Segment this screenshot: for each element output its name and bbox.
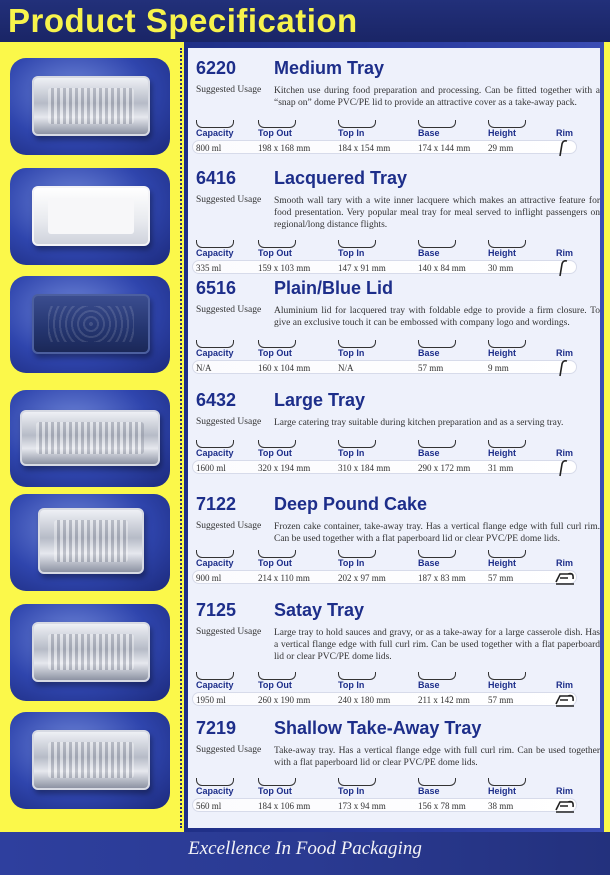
spec-value: 202 x 97 mm (338, 573, 386, 583)
suggested-usage-label: Suggested Usage (196, 627, 262, 637)
spec-value: 335 ml (196, 263, 222, 273)
spec-base (418, 340, 488, 374)
rim-label: Rim (556, 128, 574, 138)
spec-capacity (196, 120, 266, 154)
product-code: 6432 (196, 390, 237, 410)
suggested-usage-text: Aluminium lid for lacquered tray with foldable edge to provide a firm closure. To give an exclusive touch it can be embossed with company logo and wordings. (274, 306, 600, 328)
spec-top-in (338, 340, 408, 374)
spec-base (418, 672, 488, 706)
spec-row (196, 340, 596, 374)
top-out-diagram-icon (258, 340, 296, 348)
product-code: 7122 (196, 494, 237, 514)
height-diagram-icon (488, 550, 526, 558)
spec-capacity (196, 778, 266, 812)
spec-value: N/A (196, 363, 212, 373)
spec-row (196, 120, 596, 154)
spec-height (488, 440, 558, 474)
flat-rim-icon (554, 138, 576, 158)
curl-rim-icon (554, 796, 576, 816)
suggested-usage-text: Smooth wall tary with a wite inner lacquere which makes an attractive feature for food presentation. Very popular meal tray for meal served to inflight passengers on regional/long distance flights. (274, 196, 600, 230)
spec-label: Base (418, 248, 440, 258)
spec-label: Height (488, 680, 516, 690)
height-diagram-icon (488, 672, 526, 680)
page-title: Product Specification (8, 2, 358, 39)
base-diagram-icon (418, 550, 456, 558)
height-diagram-icon (488, 440, 526, 448)
height-diagram-icon (488, 340, 526, 348)
suggested-usage-text: Large tray to hold sauces and gravy, or as a take-away for a large casserole dish. Has a vertical flange edge with full curl rim. Can be used together with a flat paperboard lid or clear PVC/PE dome lids. (274, 628, 600, 662)
spec-value: 174 x 144 mm (418, 143, 471, 153)
spec-label: Capacity (196, 248, 234, 258)
spec-top-out (258, 340, 328, 374)
spec-base (418, 120, 488, 154)
base-diagram-icon (418, 440, 456, 448)
spec-top-in (338, 440, 408, 474)
product-name: Shallow Take-Away Tray (274, 718, 482, 738)
spec-label: Capacity (196, 128, 234, 138)
spec-value: 57 mm (488, 695, 514, 705)
rim-label: Rim (556, 786, 574, 796)
capacity-diagram-icon (196, 240, 234, 248)
spec-label: Base (418, 680, 440, 690)
spec-row (196, 240, 596, 274)
spec-top-in (338, 550, 408, 584)
spec-label: Height (488, 558, 516, 568)
tray-image (32, 186, 150, 246)
spec-capacity (196, 672, 266, 706)
base-diagram-icon (418, 778, 456, 786)
spec-label: Top In (338, 448, 365, 458)
spec-top-in (338, 778, 408, 812)
capacity-diagram-icon (196, 440, 234, 448)
spec-value: 211 x 142 mm (418, 695, 470, 705)
tray-image (32, 622, 150, 682)
spec-height (488, 550, 558, 584)
top-out-diagram-icon (258, 778, 296, 786)
capacity-diagram-icon (196, 550, 234, 558)
capacity-diagram-icon (196, 672, 234, 680)
spec-value: 57 mm (418, 363, 444, 373)
suggested-usage-text: Large catering tray suitable during kitchen preparation and as a serving tray. (274, 418, 564, 428)
top-in-diagram-icon (338, 340, 376, 348)
product-name: Deep Pound Cake (274, 494, 428, 514)
spec-value: 1950 ml (196, 695, 226, 705)
spec-value: 9 mm (488, 363, 509, 373)
tray-image (32, 294, 150, 354)
spec-top-in (338, 120, 408, 154)
top-out-diagram-icon (258, 240, 296, 248)
curl-rim-icon (554, 690, 576, 710)
suggested-usage-label: Suggested Usage (196, 195, 262, 205)
spec-capacity (196, 240, 266, 274)
product-name: Satay Tray (274, 600, 365, 620)
rim-label: Rim (556, 248, 574, 258)
tray-image (20, 410, 160, 466)
height-diagram-icon (488, 240, 526, 248)
spec-label: Height (488, 248, 516, 258)
spec-top-out (258, 778, 328, 812)
spec-label: Base (418, 558, 440, 568)
spec-label: Base (418, 448, 440, 458)
spec-value: 31 mm (488, 463, 514, 473)
spec-value: 198 x 168 mm (258, 143, 311, 153)
spec-value: 160 x 104 mm (258, 363, 311, 373)
spec-label: Height (488, 786, 516, 796)
product-name: Lacquered Tray (274, 168, 408, 188)
rim-label: Rim (556, 558, 574, 568)
product-name: Plain/Blue Lid (274, 278, 394, 298)
spec-label: Top In (338, 680, 365, 690)
spec-value: 187 x 83 mm (418, 573, 466, 583)
product-name: Large Tray (274, 390, 366, 410)
rim-label: Rim (556, 348, 574, 358)
spec-value: 900 ml (196, 573, 222, 583)
spec-top-out (258, 672, 328, 706)
spec-top-out (258, 440, 328, 474)
spec-top-out (258, 550, 328, 584)
product-code: 6516 (196, 278, 237, 298)
product-photo (10, 390, 170, 487)
product-photo (10, 494, 170, 591)
spec-value: 184 x 154 mm (338, 143, 391, 153)
spec-value: 57 mm (488, 573, 514, 583)
base-diagram-icon (418, 240, 456, 248)
spec-label: Top In (338, 128, 365, 138)
spec-value: 159 x 103 mm (258, 263, 311, 273)
product-code: 6220 (196, 58, 237, 78)
spec-value: 38 mm (488, 801, 514, 811)
capacity-diagram-icon (196, 120, 234, 128)
spec-label: Height (488, 348, 516, 358)
spec-height (488, 340, 558, 374)
spec-base (418, 440, 488, 474)
spec-label: Capacity (196, 680, 234, 690)
spec-base (418, 778, 488, 812)
top-out-diagram-icon (258, 120, 296, 128)
suggested-usage-text: Kitchen use during food preparation and processing. Can be fitted together with a “snap on” dome PVC/PE lid to provide an attractive cover as a take-away pack. (274, 86, 600, 108)
height-diagram-icon (488, 120, 526, 128)
tray-image (32, 730, 150, 790)
spec-label: Top In (338, 348, 365, 358)
top-in-diagram-icon (338, 778, 376, 786)
spec-value: 240 x 180 mm (338, 695, 391, 705)
suggested-usage-label: Suggested Usage (196, 745, 262, 755)
spec-top-out (258, 240, 328, 274)
spec-base (418, 240, 488, 274)
capacity-diagram-icon (196, 340, 234, 348)
suggested-usage-text: Take-away tray. Has a vertical flange edge with full curl rim. Can be used together with a flat paperboard lid or clear PVC/PE dome lids. (274, 746, 600, 768)
spec-row (196, 550, 596, 584)
flat-rim-icon (554, 358, 576, 378)
spec-value: 30 mm (488, 263, 514, 273)
spec-capacity (196, 550, 266, 584)
product-photo (10, 276, 170, 373)
spec-label: Capacity (196, 348, 234, 358)
spec-label: Top Out (258, 680, 292, 690)
top-out-diagram-icon (258, 440, 296, 448)
spec-label: Top Out (258, 348, 292, 358)
spec-top-in (338, 672, 408, 706)
spec-label: Capacity (196, 786, 234, 796)
top-in-diagram-icon (338, 440, 376, 448)
spec-height (488, 120, 558, 154)
spec-height (488, 672, 558, 706)
spec-value: 560 ml (196, 801, 222, 811)
product-code: 7125 (196, 600, 237, 620)
spec-value: 147 x 91 mm (338, 263, 386, 273)
spec-label: Top In (338, 786, 365, 796)
spec-value: 800 ml (196, 143, 222, 153)
spec-label: Top In (338, 558, 365, 568)
curl-rim-icon (554, 568, 576, 588)
spec-label: Top Out (258, 248, 292, 258)
spec-height (488, 778, 558, 812)
spec-label: Height (488, 448, 516, 458)
spec-panel (188, 48, 600, 828)
flat-rim-icon (554, 258, 576, 278)
spec-height (488, 240, 558, 274)
base-diagram-icon (418, 120, 456, 128)
height-diagram-icon (488, 778, 526, 786)
tray-image (32, 76, 150, 136)
product-code: 7219 (196, 718, 237, 738)
spec-row (196, 672, 596, 706)
spec-top-out (258, 120, 328, 154)
spec-value: 140 x 84 mm (418, 263, 466, 273)
top-in-diagram-icon (338, 550, 376, 558)
spec-label: Top Out (258, 128, 292, 138)
base-diagram-icon (418, 340, 456, 348)
rim-label: Rim (556, 448, 574, 458)
footer-tagline: Excellence In Food Packaging (188, 838, 422, 859)
top-in-diagram-icon (338, 672, 376, 680)
product-photo (10, 58, 170, 155)
spec-capacity (196, 440, 266, 474)
suggested-usage-label: Suggested Usage (196, 417, 262, 427)
suggested-usage-label: Suggested Usage (196, 305, 262, 315)
spec-value: 320 x 194 mm (258, 463, 311, 473)
spec-row (196, 778, 596, 812)
spec-capacity (196, 340, 266, 374)
spec-label: Height (488, 128, 516, 138)
product-photo (10, 604, 170, 701)
spec-label: Top Out (258, 448, 292, 458)
spec-value: 260 x 190 mm (258, 695, 311, 705)
top-out-diagram-icon (258, 672, 296, 680)
capacity-diagram-icon (196, 778, 234, 786)
spec-row (196, 440, 596, 474)
product-code: 6416 (196, 168, 237, 188)
spec-value: 214 x 110 mm (258, 573, 310, 583)
spec-value: 184 x 106 mm (258, 801, 311, 811)
dotted-divider (180, 48, 182, 828)
product-photo (10, 712, 170, 809)
spec-label: Capacity (196, 558, 234, 568)
rim-label: Rim (556, 680, 574, 690)
spec-value: 156 x 78 mm (418, 801, 466, 811)
spec-label: Base (418, 128, 440, 138)
tray-image (38, 508, 144, 574)
spec-value: N/A (338, 363, 354, 373)
spec-value: 1600 ml (196, 463, 226, 473)
spec-top-in (338, 240, 408, 274)
suggested-usage-label: Suggested Usage (196, 85, 262, 95)
top-in-diagram-icon (338, 240, 376, 248)
spec-label: Top In (338, 248, 365, 258)
spec-value: 29 mm (488, 143, 514, 153)
spec-label: Base (418, 786, 440, 796)
flat-rim-icon (554, 458, 576, 478)
spec-label: Top Out (258, 558, 292, 568)
spec-base (418, 550, 488, 584)
suggested-usage-text: Frozen cake container, take-away tray. Has a vertical flange edge with full curl rim. Can be used together with a flat paperboard lid or clear PVC/PE dome lids. (274, 522, 600, 544)
product-name: Medium Tray (274, 58, 385, 78)
spec-label: Capacity (196, 448, 234, 458)
suggested-usage-label: Suggested Usage (196, 521, 262, 531)
spec-label: Base (418, 348, 440, 358)
base-diagram-icon (418, 672, 456, 680)
product-photo (10, 168, 170, 265)
spec-value: 173 x 94 mm (338, 801, 386, 811)
spec-label: Top Out (258, 786, 292, 796)
top-out-diagram-icon (258, 550, 296, 558)
top-in-diagram-icon (338, 120, 376, 128)
spec-value: 310 x 184 mm (338, 463, 391, 473)
spec-value: 290 x 172 mm (418, 463, 471, 473)
